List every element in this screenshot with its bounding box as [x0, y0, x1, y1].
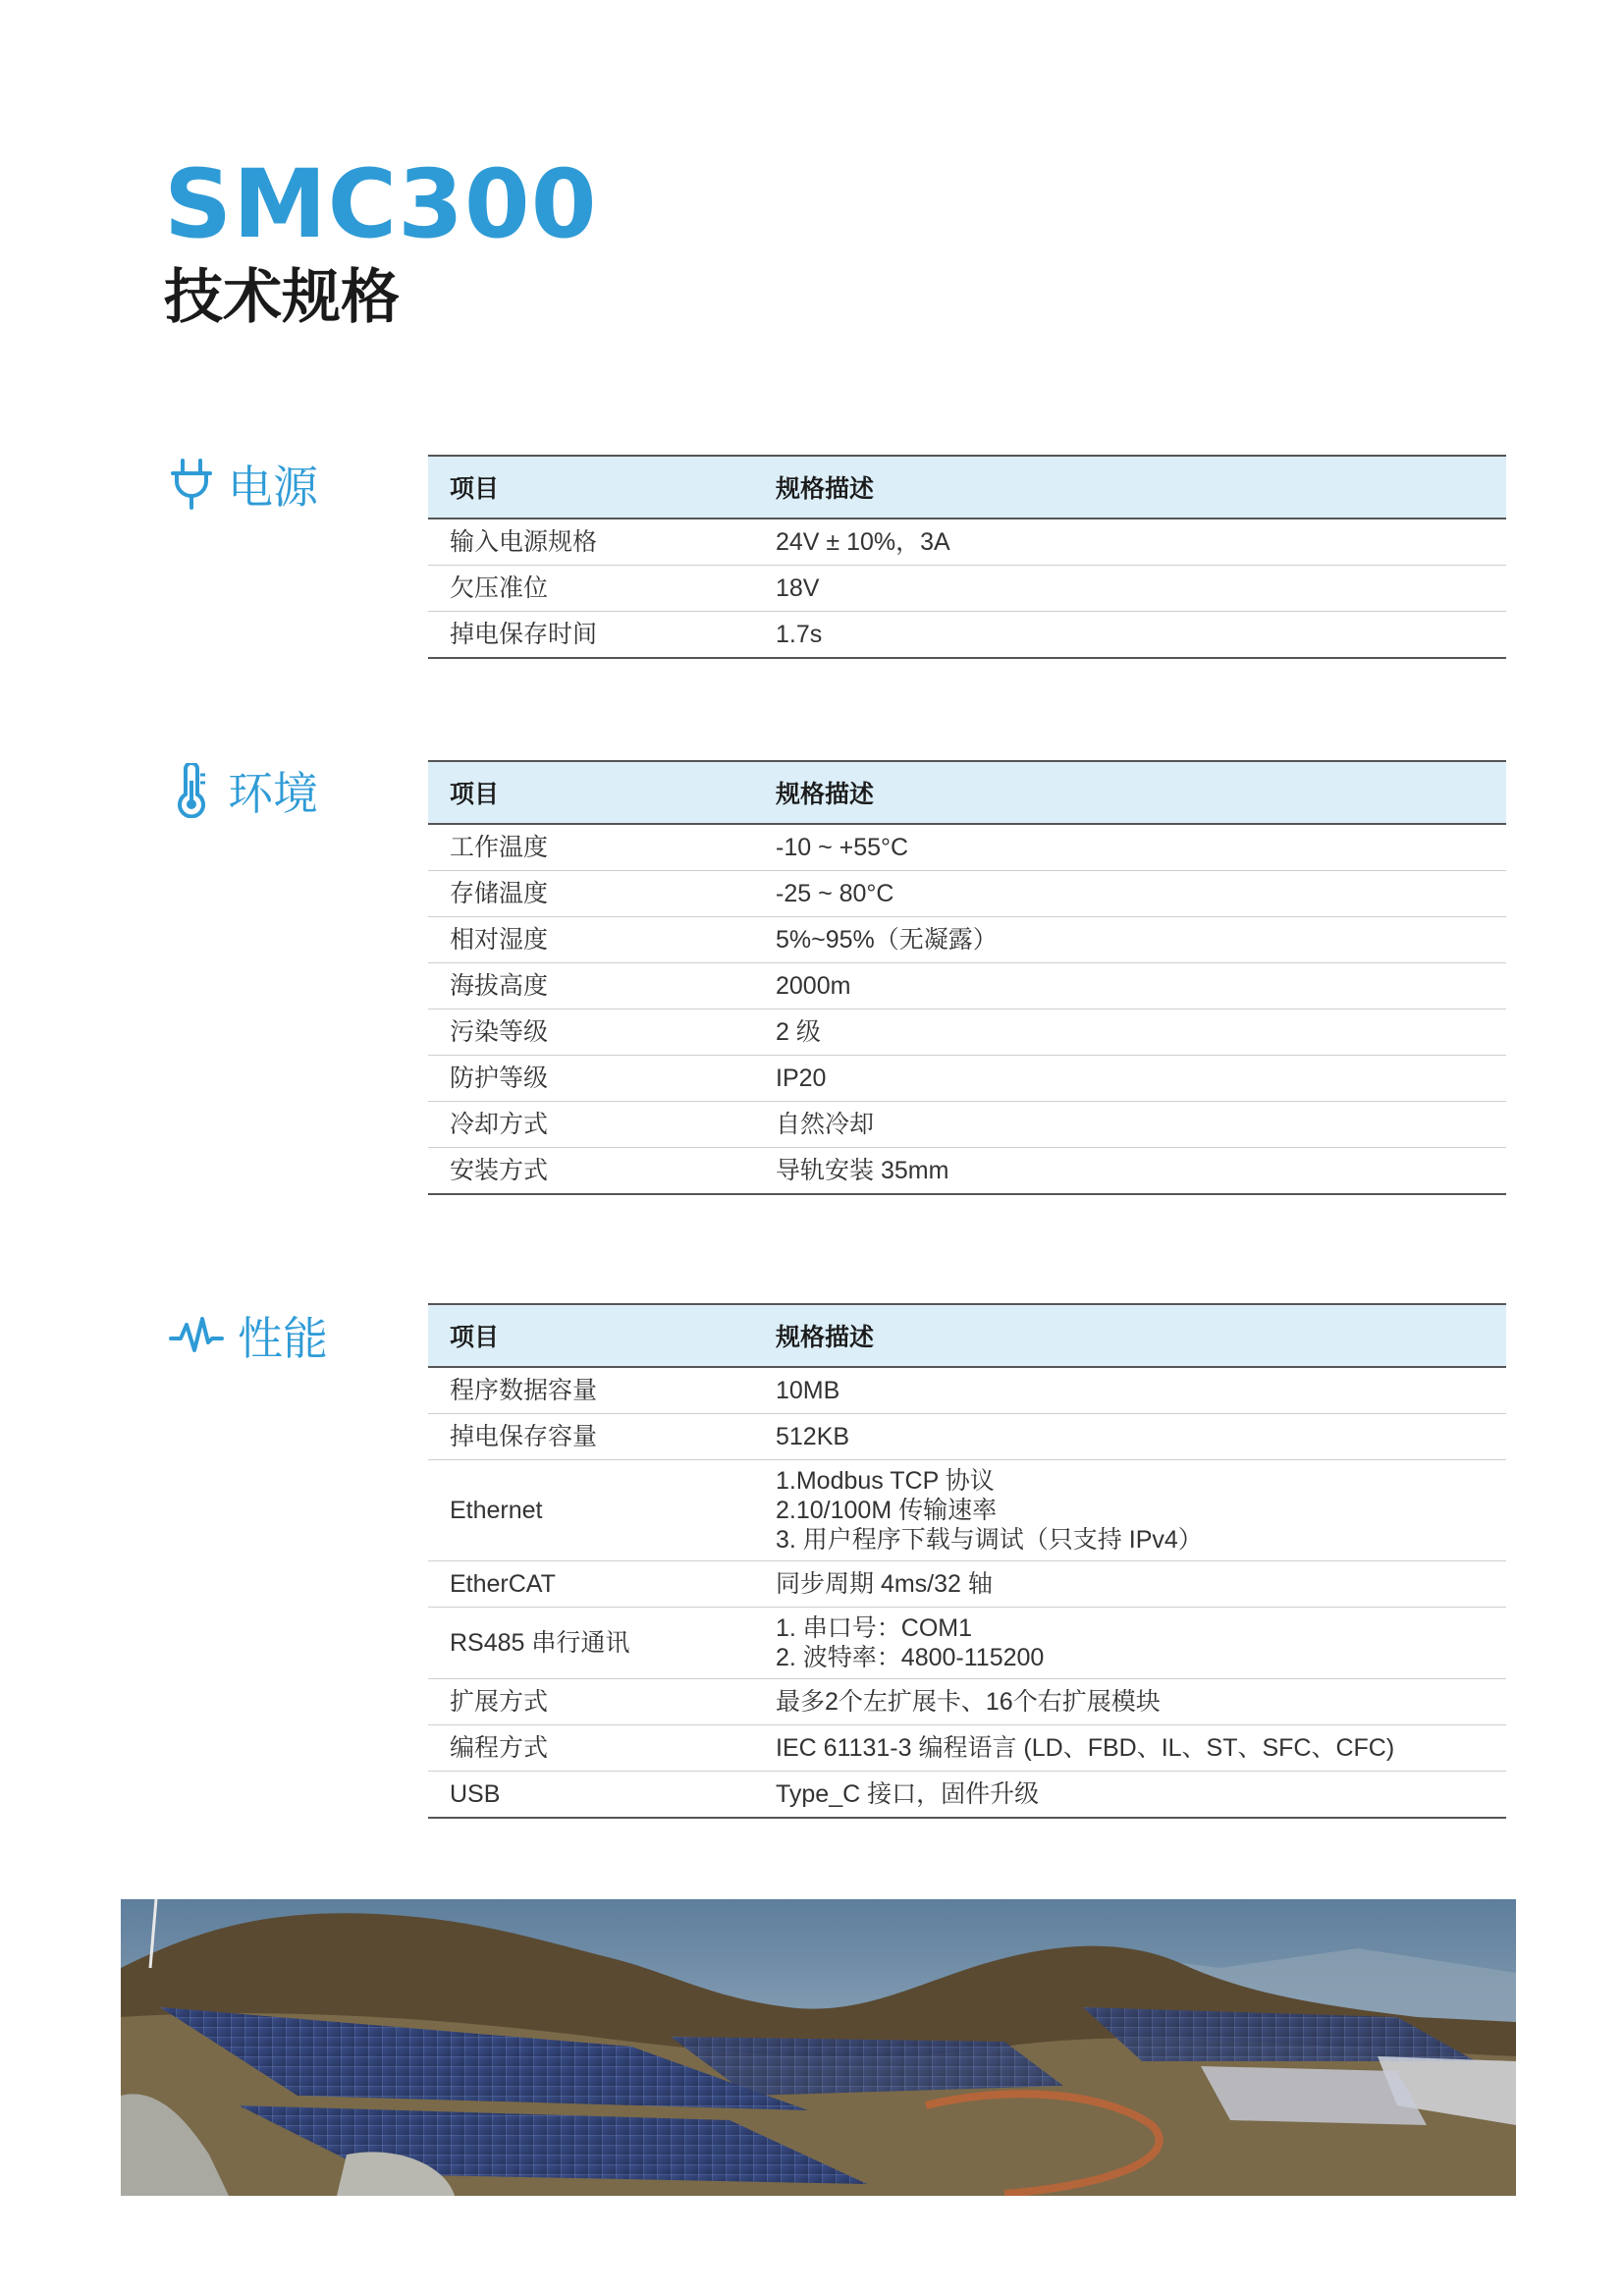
table-row	[428, 963, 1506, 1010]
table-row	[428, 1010, 1506, 1056]
spec-line: 1. 串口号：COM1	[776, 1614, 973, 1642]
table-row	[428, 1772, 1506, 1819]
row-spec: 5%~95%（无凝露）	[754, 917, 1506, 963]
solar-farm-photo	[121, 1899, 1516, 2196]
table-row	[428, 1561, 1506, 1608]
table-row	[428, 612, 1506, 659]
row-spec: Type_C 接口，固件升级	[754, 1772, 1506, 1819]
table-row	[428, 1679, 1506, 1725]
row-item: 相对湿度	[428, 917, 754, 963]
row-spec: IEC 61131-3 编程语言 (LD、FBD、IL、ST、SFC、CFC)	[754, 1725, 1506, 1772]
row-spec: 10MB	[754, 1367, 1506, 1414]
table-row	[428, 1608, 1506, 1679]
row-item: 污染等级	[428, 1010, 754, 1056]
row-item: 扩展方式	[428, 1679, 754, 1725]
environment-spec-table	[428, 760, 1506, 1195]
row-item: 掉电保存时间	[428, 612, 754, 659]
table-row	[428, 1414, 1506, 1460]
section-performance-title: 性能	[238, 1312, 328, 1365]
section-environment-title: 环境	[228, 767, 318, 820]
row-spec: 18V	[754, 566, 1506, 612]
table-row	[428, 1725, 1506, 1772]
model-title: SMC300	[164, 149, 598, 259]
row-spec: 2 级	[754, 1010, 1506, 1056]
row-item: USB	[428, 1772, 754, 1819]
spec-line: 1.Modbus TCP 协议	[776, 1467, 995, 1495]
spec-line: 2. 波特率：4800-115200	[776, 1644, 1045, 1671]
row-item: EtherCAT	[428, 1561, 754, 1608]
table-row	[428, 871, 1506, 917]
column-header-spec: 规格描述	[754, 1304, 1506, 1367]
page-subtitle: 技术规格	[164, 263, 400, 332]
row-spec	[754, 1460, 1506, 1561]
table-header-row	[428, 761, 1506, 824]
table-row	[428, 1367, 1506, 1414]
pulse-icon	[169, 1313, 224, 1358]
row-item: 防护等级	[428, 1056, 754, 1102]
spec-line: 2.10/100M 传输速率	[776, 1497, 998, 1524]
table-row	[428, 519, 1506, 566]
table-row	[428, 1102, 1506, 1148]
table-header-row	[428, 1304, 1506, 1367]
column-header-spec: 规格描述	[754, 761, 1506, 824]
row-spec: 512KB	[754, 1414, 1506, 1460]
row-spec: 24V ± 10%，3A	[754, 519, 1506, 566]
column-header-item: 项目	[428, 761, 754, 824]
table-row	[428, 1148, 1506, 1195]
table-row	[428, 1460, 1506, 1561]
row-item: 掉电保存容量	[428, 1414, 754, 1460]
table-row	[428, 917, 1506, 963]
thermometer-icon	[169, 763, 214, 818]
row-item: 安装方式	[428, 1148, 754, 1195]
plug-icon	[169, 458, 214, 511]
row-item: RS485 串行通讯	[428, 1608, 754, 1679]
column-header-item: 项目	[428, 456, 754, 519]
row-spec: 自然冷却	[754, 1102, 1506, 1148]
table-row	[428, 824, 1506, 871]
row-item: Ethernet	[428, 1460, 754, 1561]
row-item: 欠压准位	[428, 566, 754, 612]
table-row	[428, 566, 1506, 612]
row-item: 海拔高度	[428, 963, 754, 1010]
row-item: 程序数据容量	[428, 1367, 754, 1414]
section-performance-label	[169, 1306, 328, 1365]
performance-spec-table	[428, 1303, 1506, 1819]
spec-line: 3. 用户程序下载与调试（只支持 IPv4）	[776, 1526, 1203, 1554]
column-header-spec: 规格描述	[754, 456, 1506, 519]
section-environment-label	[169, 761, 318, 820]
row-item: 存储温度	[428, 871, 754, 917]
row-spec: 同步周期 4ms/32 轴	[754, 1561, 1506, 1608]
section-power-title: 电源	[228, 461, 318, 514]
row-spec	[754, 1608, 1506, 1679]
row-spec: 2000m	[754, 963, 1506, 1010]
row-item: 工作温度	[428, 824, 754, 871]
row-spec: 导轨安装 35mm	[754, 1148, 1506, 1195]
row-spec: 最多2个左扩展卡、16个右扩展模块	[754, 1679, 1506, 1725]
row-spec: 1.7s	[754, 612, 1506, 659]
row-item: 输入电源规格	[428, 519, 754, 566]
power-spec-table	[428, 455, 1506, 659]
row-spec: -25 ~ 80°C	[754, 871, 1506, 917]
column-header-item: 项目	[428, 1304, 754, 1367]
row-spec: IP20	[754, 1056, 1506, 1102]
row-item: 冷却方式	[428, 1102, 754, 1148]
row-item: 编程方式	[428, 1725, 754, 1772]
section-power-label	[169, 455, 318, 514]
row-spec: -10 ~ +55°C	[754, 824, 1506, 871]
table-row	[428, 1056, 1506, 1102]
table-header-row	[428, 456, 1506, 519]
